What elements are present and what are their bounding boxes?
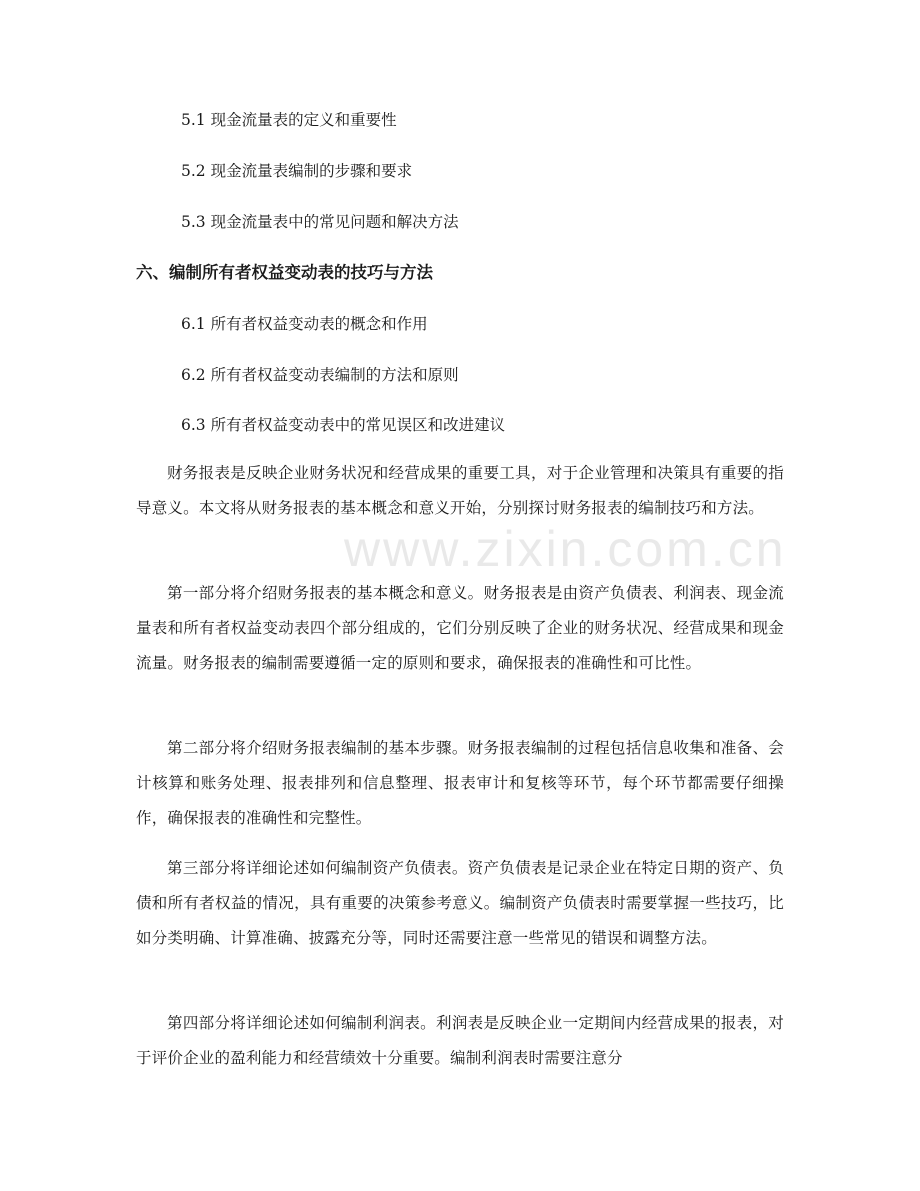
toc-item-6-1: 6.1 所有者权益变动表的概念和作用 [181, 315, 428, 333]
section-6-heading: 六、编制所有者权益变动表的技巧与方法 [136, 263, 433, 282]
paragraph-part-2: 第二部分将介绍财务报表编制的基本步骤。财务报表编制的过程包括信息收集和准备、会计核算和账务处理、报表排列和信息整理、报表审计和复核等环节，每个环节都需要仔细操作，确保报表的准确性和完整性。 [136, 739, 784, 827]
toc-item-5-2: 5.2 现金流量表编制的步骤和要求 [181, 162, 413, 180]
paragraph-intro: 财务报表是反映企业财务状况和经营成果的重要工具，对于企业管理和决策具有重要的指导意义。本文将从财务报表的基本概念和意义开始，分别探讨财务报表的编制技巧和方法。 [136, 464, 784, 517]
watermark: www.zixin.com.cn [344, 521, 787, 577]
toc-item-5-1: 5.1 现金流量表的定义和重要性 [181, 111, 397, 129]
toc-item-6-2: 6.2 所有者权益变动表编制的方法和原则 [181, 366, 459, 384]
paragraph-part-1: 第一部分将介绍财务报表的基本概念和意义。财务报表是由资产负债表、利润表、现金流量表和所有者权益变动表四个部分组成的，它们分别反映了企业的财务状况、经营成果和现金流量。财务报表的编制需要遵循一定的原则和要求，确保报表的准确性和可比性。 [136, 584, 784, 672]
paragraph-part-4: 第四部分将详细论述如何编制利润表。利润表是反映企业一定期间内经营成果的报表，对于评价企业的盈利能力和经营绩效十分重要。编制利润表时需要注意分 [136, 1014, 784, 1067]
toc-item-5-3: 5.3 现金流量表中的常见问题和解决方法 [181, 213, 459, 231]
toc-item-6-3: 6.3 所有者权益变动表中的常见误区和改进建议 [181, 416, 506, 434]
paragraph-part-3: 第三部分将详细论述如何编制资产负债表。资产负债表是记录企业在特定日期的资产、负债和所有者权益的情况，具有重要的决策参考意义。编制资产负债表时需要掌握一些技巧，比如分类明确、计算准确、披露充分等，同时还需要注意一些常见的错误和调整方法。 [136, 859, 784, 947]
